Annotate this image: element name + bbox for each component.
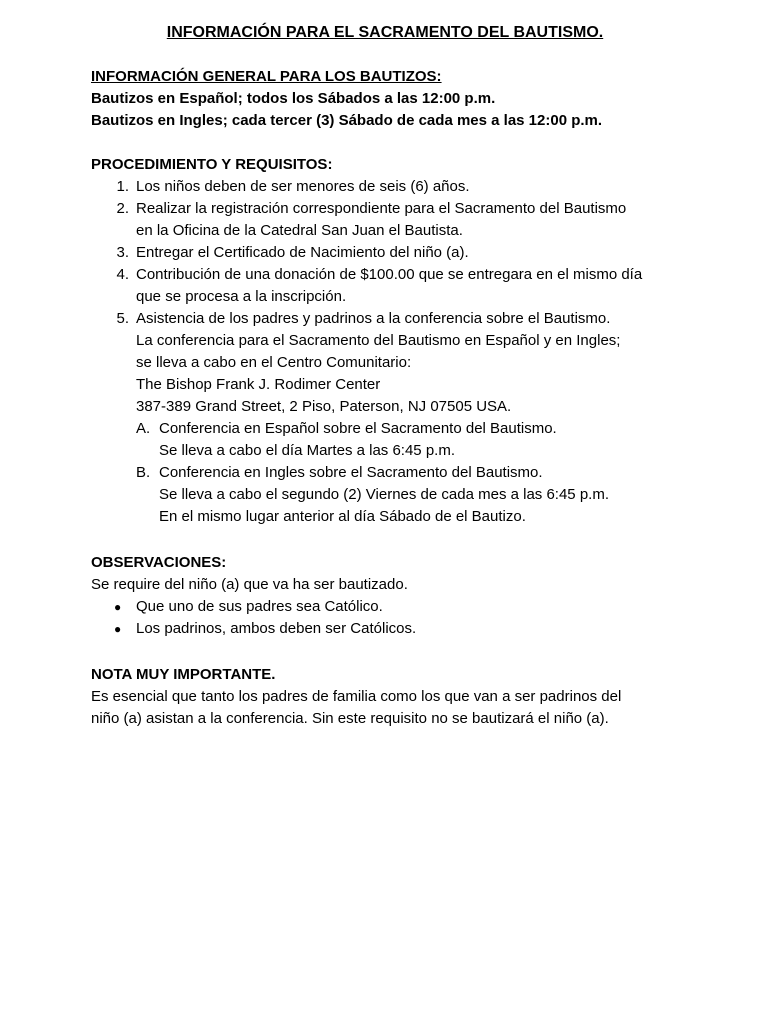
item-text: en la Oficina de la Catedral San Juan el Bautista. — [136, 222, 463, 239]
item-text: Contribución de una donación de $100.00 que se entregara en el mismo día — [136, 266, 643, 283]
subitem-letter: A. — [136, 420, 151, 437]
procedure-subitem — [91, 418, 711, 462]
item-text: The Bishop Frank J. Rodimer Center — [136, 376, 381, 393]
item-text: 387-389 Grand Street, 2 Piso, Paterson, NJ 07505 USA. — [136, 398, 512, 415]
general-info-heading: INFORMACIÓN GENERAL PARA LOS BAUTIZOS: — [91, 68, 442, 85]
bullet-icon: ● — [114, 622, 122, 636]
procedure-item — [91, 176, 711, 198]
observations-intro: Se require del niño (a) que va ha ser bautizado. — [91, 576, 408, 593]
note-section — [91, 664, 711, 730]
general-info-line-1: Bautizos en Español; todos los Sábados a las 12:00 p.m. — [91, 90, 496, 107]
item-text: se lleva a cabo en el Centro Comunitario: — [136, 354, 412, 371]
general-info-line-2: Bautizos en Ingles; cada tercer (3) Sábado de cada mes a las 12:00 p.m. — [91, 112, 603, 129]
procedure-subitem — [91, 462, 711, 528]
bullet-icon: ● — [114, 600, 122, 614]
item-text: Entregar el Certificado de Nacimiento del niño (a). — [136, 244, 469, 261]
item-text: Los niños deben de ser menores de seis (6) años. — [136, 178, 470, 195]
subitem-text: Conferencia en Ingles sobre el Sacramento del Bautismo. — [159, 464, 543, 481]
item-number: 3. — [116, 244, 129, 261]
observations-heading: OBSERVACIONES: — [91, 554, 227, 571]
subitem-text: Se lleva a cabo el segundo (2) Viernes de cada mes a las 6:45 p.m. — [159, 486, 609, 503]
subitem-letter: B. — [136, 464, 151, 481]
item-number: 2. — [116, 200, 129, 217]
procedure-section — [91, 154, 711, 528]
item-text: Asistencia de los padres y padrinos a la conferencia sobre el Bautismo. — [136, 310, 611, 327]
observations-section — [91, 552, 711, 640]
procedure-item — [91, 242, 711, 264]
item-text: que se procesa a la inscripción. — [136, 288, 347, 305]
procedure-item — [91, 198, 711, 242]
observation-bullet-item: ● Los padrinos, ambos deben ser Católicos. — [91, 618, 711, 640]
procedure-item — [91, 264, 711, 308]
item-text: Realizar la registración correspondiente para el Sacramento del Bautismo — [136, 200, 627, 217]
item-number: 4. — [116, 266, 129, 283]
item-text: La conferencia para el Sacramento del Bautismo en Español y en Ingles; — [136, 332, 621, 349]
observation-bullet-item: ● Que uno de sus padres sea Católico. — [91, 596, 711, 618]
procedure-heading: PROCEDIMIENTO Y REQUISITOS: — [91, 156, 333, 173]
note-line: Es esencial que tanto los padres de familia como los que van a ser padrinos del — [91, 688, 622, 705]
subitem-text: En el mismo lugar anterior al día Sábado de el Bautizo. — [159, 508, 526, 525]
note-line: niño (a) asistan a la conferencia. Sin este requisito no se bautizará el niño (a). — [91, 710, 609, 727]
general-info-section — [91, 66, 711, 132]
procedure-item — [91, 308, 711, 418]
item-number: 1. — [116, 178, 129, 195]
subitem-text: Conferencia en Español sobre el Sacramento del Bautismo. — [159, 420, 557, 437]
item-number: 5. — [116, 310, 129, 327]
note-heading: NOTA MUY IMPORTANTE. — [91, 666, 276, 683]
document-title: INFORMACIÓN PARA EL SACRAMENTO DEL BAUTISMO. — [166, 24, 604, 41]
subitem-text: Se lleva a cabo el día Martes a las 6:45 p.m. — [159, 442, 455, 459]
